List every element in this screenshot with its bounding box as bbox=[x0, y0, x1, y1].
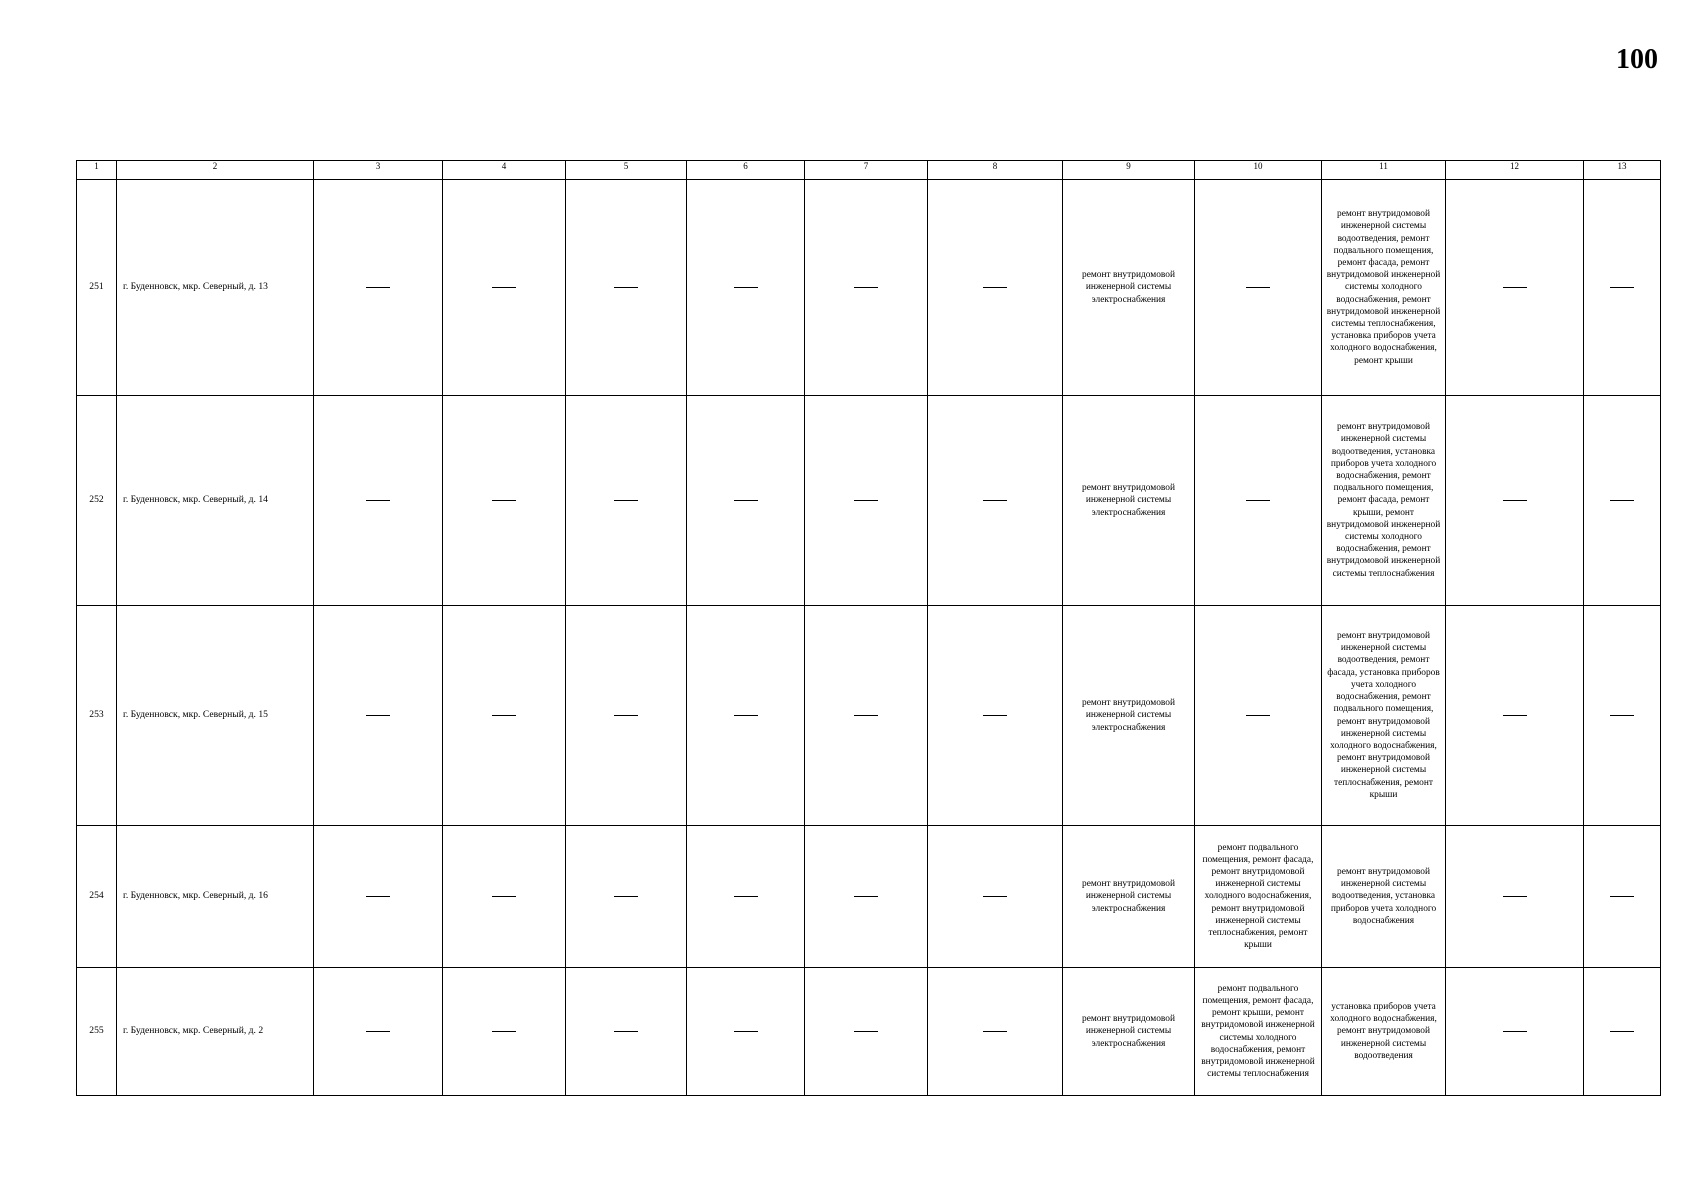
work-type-cell: ремонт внутридомовой инженерной системы электроснабжения bbox=[1063, 968, 1195, 1096]
dash-mark bbox=[1246, 715, 1270, 716]
dash-mark bbox=[1503, 715, 1527, 716]
column-number: 10 bbox=[1195, 161, 1322, 180]
dash-mark bbox=[366, 715, 390, 716]
column-number: 5 bbox=[566, 161, 687, 180]
dash-mark bbox=[1610, 896, 1634, 897]
dash-mark bbox=[366, 500, 390, 501]
dash-mark bbox=[366, 896, 390, 897]
dash-mark bbox=[492, 500, 516, 501]
empty-cell bbox=[314, 968, 443, 1096]
dash-mark bbox=[614, 287, 638, 288]
empty-cell bbox=[1584, 968, 1661, 1096]
empty-cell bbox=[1446, 180, 1584, 396]
column-number: 12 bbox=[1446, 161, 1584, 180]
empty-cell bbox=[805, 180, 928, 396]
empty-cell bbox=[805, 396, 928, 606]
empty-cell bbox=[314, 180, 443, 396]
empty-cell bbox=[1584, 826, 1661, 968]
empty-cell bbox=[928, 180, 1063, 396]
dash-mark bbox=[854, 500, 878, 501]
work-type-cell: ремонт внутридомовой инженерной системы водоотведения, установка приборов учета холодного водоснабжения bbox=[1322, 826, 1446, 968]
dash-mark bbox=[1610, 1031, 1634, 1032]
empty-cell bbox=[928, 606, 1063, 826]
dash-mark bbox=[734, 500, 758, 501]
column-number: 1 bbox=[77, 161, 117, 180]
table-row bbox=[77, 826, 1661, 968]
work-type-cell: ремонт внутридомовой инженерной системы водоотведения, установка приборов учета холодного водоснабжения, ремонт подвального помещения, ремонт фасада, ремонт крыши, ремонт внутридомовой инженерной системы холодного водоснабжения, ремонт внутридомовой инженерной системы теплоснабжения bbox=[1322, 396, 1446, 606]
dash-mark bbox=[854, 715, 878, 716]
empty-cell bbox=[1446, 968, 1584, 1096]
address-cell: г. Буденновск, мкр. Северный, д. 16 bbox=[117, 826, 314, 968]
empty-cell bbox=[566, 826, 687, 968]
dash-mark bbox=[1610, 715, 1634, 716]
table-row bbox=[77, 968, 1661, 1096]
empty-cell bbox=[928, 396, 1063, 606]
dash-mark bbox=[614, 715, 638, 716]
empty-cell bbox=[443, 606, 566, 826]
empty-cell bbox=[687, 968, 805, 1096]
dash-mark bbox=[1503, 1031, 1527, 1032]
empty-cell bbox=[687, 180, 805, 396]
dash-mark bbox=[983, 1031, 1007, 1032]
dash-mark bbox=[1503, 287, 1527, 288]
empty-cell bbox=[805, 826, 928, 968]
dash-mark bbox=[854, 1031, 878, 1032]
dash-mark bbox=[854, 896, 878, 897]
dash-mark bbox=[1503, 896, 1527, 897]
address-cell: г. Буденновск, мкр. Северный, д. 14 bbox=[117, 396, 314, 606]
column-number: 7 bbox=[805, 161, 928, 180]
empty-cell bbox=[314, 396, 443, 606]
empty-cell bbox=[443, 180, 566, 396]
work-type-cell: ремонт внутридомовой инженерной системы водоотведения, ремонт фасада, установка приборов учета холодного водоснабжения, ремонт подвального помещения, ремонт внутридомовой инженерной системы холодного водоснабжения, ремонт внутридомовой инженерной системы теплоснабжения, ремонт крыши bbox=[1322, 606, 1446, 826]
column-number: 9 bbox=[1063, 161, 1195, 180]
page-number: 100 bbox=[1616, 44, 1658, 75]
row-number: 251 bbox=[77, 180, 117, 396]
table-row bbox=[77, 396, 1661, 606]
empty-cell bbox=[1584, 396, 1661, 606]
dash-mark bbox=[1503, 500, 1527, 501]
dash-mark bbox=[983, 896, 1007, 897]
work-type-cell: ремонт внутридомовой инженерной системы водоотведения, ремонт подвального помещения, ремонт фасада, ремонт внутридомовой инженерной системы холодного водоснабжения, ремонт внутридомовой инженерной системы теплоснабжения, установка приборов учета холодного водоснабжения, ремонт крыши bbox=[1322, 180, 1446, 396]
dash-mark bbox=[983, 500, 1007, 501]
empty-cell bbox=[443, 826, 566, 968]
dash-mark bbox=[492, 1031, 516, 1032]
empty-cell bbox=[1446, 826, 1584, 968]
dash-mark bbox=[983, 287, 1007, 288]
dash-mark bbox=[1246, 500, 1270, 501]
dash-mark bbox=[1610, 287, 1634, 288]
empty-cell bbox=[314, 606, 443, 826]
column-number-row bbox=[77, 161, 1661, 180]
row-number: 255 bbox=[77, 968, 117, 1096]
empty-cell bbox=[687, 606, 805, 826]
work-type-cell: ремонт внутридомовой инженерной системы электроснабжения bbox=[1063, 606, 1195, 826]
dash-mark bbox=[734, 287, 758, 288]
work-type-cell: установка приборов учета холодного водоснабжения, ремонт внутридомовой инженерной системы водоотведения bbox=[1322, 968, 1446, 1096]
address-cell: г. Буденновск, мкр. Северный, д. 13 bbox=[117, 180, 314, 396]
work-type-cell: ремонт внутридомовой инженерной системы электроснабжения bbox=[1063, 396, 1195, 606]
table-row bbox=[77, 180, 1661, 396]
column-number: 13 bbox=[1584, 161, 1661, 180]
dash-mark bbox=[734, 896, 758, 897]
dash-mark bbox=[983, 715, 1007, 716]
empty-cell bbox=[1195, 180, 1322, 396]
empty-cell bbox=[443, 968, 566, 1096]
empty-cell bbox=[1584, 606, 1661, 826]
dash-mark bbox=[492, 287, 516, 288]
dash-mark bbox=[734, 715, 758, 716]
empty-cell bbox=[687, 396, 805, 606]
address-cell: г. Буденновск, мкр. Северный, д. 15 bbox=[117, 606, 314, 826]
dash-mark bbox=[614, 1031, 638, 1032]
empty-cell bbox=[566, 606, 687, 826]
empty-cell bbox=[805, 968, 928, 1096]
repair-register-table bbox=[76, 160, 1661, 1096]
column-number: 8 bbox=[928, 161, 1063, 180]
dash-mark bbox=[734, 1031, 758, 1032]
work-type-cell: ремонт внутридомовой инженерной системы электроснабжения bbox=[1063, 826, 1195, 968]
empty-cell bbox=[443, 396, 566, 606]
empty-cell bbox=[566, 396, 687, 606]
empty-cell bbox=[928, 968, 1063, 1096]
dash-mark bbox=[366, 1031, 390, 1032]
work-type-cell: ремонт подвального помещения, ремонт фасада, ремонт внутридомовой инженерной системы холодного водоснабжения, ремонт внутридомовой инженерной системы теплоснабжения, ремонт крыши bbox=[1195, 826, 1322, 968]
dash-mark bbox=[614, 500, 638, 501]
empty-cell bbox=[1584, 180, 1661, 396]
empty-cell bbox=[928, 826, 1063, 968]
empty-cell bbox=[687, 826, 805, 968]
column-number: 11 bbox=[1322, 161, 1446, 180]
column-number: 3 bbox=[314, 161, 443, 180]
empty-cell bbox=[805, 606, 928, 826]
column-number: 2 bbox=[117, 161, 314, 180]
dash-mark bbox=[614, 896, 638, 897]
dash-mark bbox=[1246, 287, 1270, 288]
table-row bbox=[77, 606, 1661, 826]
column-number: 6 bbox=[687, 161, 805, 180]
empty-cell bbox=[566, 180, 687, 396]
empty-cell bbox=[1446, 396, 1584, 606]
column-number: 4 bbox=[443, 161, 566, 180]
address-cell: г. Буденновск, мкр. Северный, д. 2 bbox=[117, 968, 314, 1096]
dash-mark bbox=[366, 287, 390, 288]
row-number: 253 bbox=[77, 606, 117, 826]
empty-cell bbox=[1446, 606, 1584, 826]
work-type-cell: ремонт внутридомовой инженерной системы электроснабжения bbox=[1063, 180, 1195, 396]
row-number: 252 bbox=[77, 396, 117, 606]
empty-cell bbox=[314, 826, 443, 968]
work-type-cell: ремонт подвального помещения, ремонт фасада, ремонт крыши, ремонт внутридомовой инженерной системы холодного водоснабжения, ремонт внутридомовой инженерной системы теплоснабжения bbox=[1195, 968, 1322, 1096]
empty-cell bbox=[1195, 396, 1322, 606]
dash-mark bbox=[854, 287, 878, 288]
dash-mark bbox=[1610, 500, 1634, 501]
dash-mark bbox=[492, 715, 516, 716]
empty-cell bbox=[566, 968, 687, 1096]
empty-cell bbox=[1195, 606, 1322, 826]
dash-mark bbox=[492, 896, 516, 897]
row-number: 254 bbox=[77, 826, 117, 968]
